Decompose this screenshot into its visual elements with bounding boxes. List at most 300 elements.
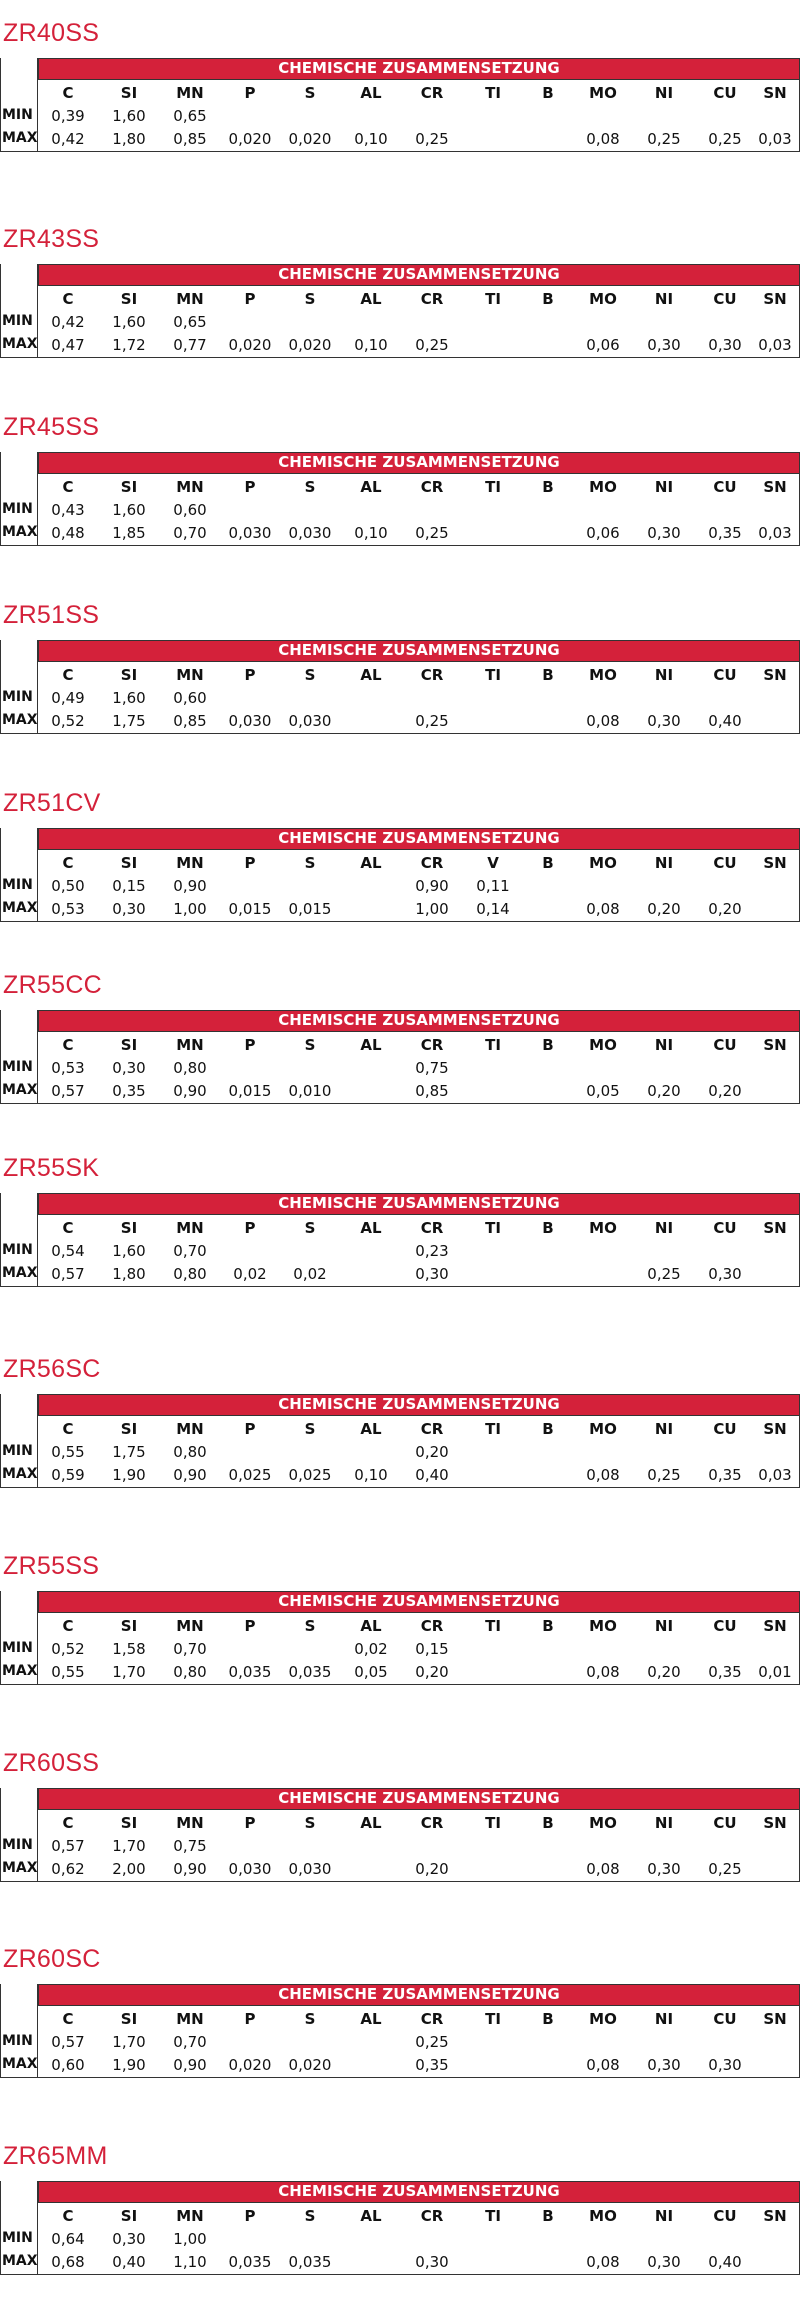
column-header: P bbox=[244, 290, 256, 308]
column-header: C bbox=[62, 1420, 74, 1438]
column-header: MO bbox=[589, 666, 617, 684]
material-title: ZR45SS bbox=[3, 413, 100, 441]
max-value: 0,90 bbox=[173, 2056, 207, 2074]
column-header: TI bbox=[485, 478, 501, 496]
composition-table bbox=[0, 2181, 800, 2275]
max-value: 0,10 bbox=[354, 524, 388, 542]
column-header: CU bbox=[713, 2010, 737, 2028]
min-value: 0,75 bbox=[415, 1059, 449, 1077]
column-header: TI bbox=[485, 1814, 501, 1832]
column-header: C bbox=[62, 478, 74, 496]
column-header: SN bbox=[763, 854, 787, 872]
column-header: P bbox=[244, 2010, 256, 2028]
max-value: 0,03 bbox=[758, 1466, 792, 1484]
column-header: CU bbox=[713, 84, 737, 102]
max-value: 0,10 bbox=[354, 336, 388, 354]
max-value: 0,77 bbox=[173, 336, 207, 354]
min-value: 0,55 bbox=[51, 1443, 85, 1461]
composition-table bbox=[0, 1193, 800, 1287]
column-header: SI bbox=[120, 84, 138, 102]
column-header: P bbox=[244, 1617, 256, 1635]
max-value: 0,08 bbox=[586, 900, 620, 918]
column-header: P bbox=[244, 1036, 256, 1054]
column-header: SN bbox=[763, 666, 787, 684]
max-value: 0,08 bbox=[586, 1860, 620, 1878]
max-value: 1,80 bbox=[112, 130, 146, 148]
column-header: SI bbox=[120, 1219, 138, 1237]
column-header: B bbox=[542, 1617, 554, 1635]
column-header: MO bbox=[589, 2207, 617, 2225]
column-header: MO bbox=[589, 1617, 617, 1635]
column-header: CR bbox=[420, 2010, 444, 2028]
table-header: CHEMISCHE ZUSAMMENSETZUNG bbox=[38, 1394, 800, 1416]
max-value: 0,62 bbox=[51, 1860, 85, 1878]
max-value: 0,30 bbox=[647, 2253, 681, 2271]
min-value: 0,39 bbox=[51, 107, 85, 125]
table-left-border bbox=[0, 1788, 1, 1881]
min-value: 0,70 bbox=[173, 1242, 207, 1260]
column-header: MN bbox=[176, 1219, 204, 1237]
column-header: NI bbox=[654, 1617, 674, 1635]
table-left-border bbox=[0, 1394, 1, 1487]
max-value: 0,02 bbox=[293, 1265, 327, 1283]
row-label-min: MIN bbox=[2, 313, 33, 329]
min-value: 0,23 bbox=[415, 1242, 449, 1260]
max-value: 1,72 bbox=[112, 336, 146, 354]
max-value: 0,25 bbox=[708, 1860, 742, 1878]
material-title: ZR56SC bbox=[3, 1355, 101, 1383]
row-label-max: MAX bbox=[2, 130, 38, 146]
max-value: 0,10 bbox=[354, 130, 388, 148]
column-header: MN bbox=[176, 2207, 204, 2225]
max-value: 0,10 bbox=[354, 1466, 388, 1484]
max-value: 1,75 bbox=[112, 712, 146, 730]
max-value: 0,20 bbox=[647, 1082, 681, 1100]
column-header: B bbox=[542, 1420, 554, 1438]
max-value: 0,57 bbox=[51, 1082, 85, 1100]
min-value: 0,42 bbox=[51, 313, 85, 331]
max-value: 0,30 bbox=[647, 2056, 681, 2074]
table-left-border bbox=[0, 1193, 1, 1286]
table-header: CHEMISCHE ZUSAMMENSETZUNG bbox=[38, 1010, 800, 1032]
row-label-min: MIN bbox=[2, 877, 33, 893]
max-value: 0,015 bbox=[228, 900, 272, 918]
column-header: B bbox=[542, 1814, 554, 1832]
column-header: MO bbox=[589, 1814, 617, 1832]
max-value: 0,035 bbox=[288, 1663, 332, 1681]
column-header: S bbox=[304, 666, 316, 684]
column-header: NI bbox=[654, 1219, 674, 1237]
min-value: 0,54 bbox=[51, 1242, 85, 1260]
min-value: 1,58 bbox=[112, 1640, 146, 1658]
column-header: AL bbox=[360, 290, 382, 308]
column-header: S bbox=[304, 1036, 316, 1054]
max-value: 2,00 bbox=[112, 1860, 146, 1878]
max-value: 0,25 bbox=[415, 524, 449, 542]
table-header: CHEMISCHE ZUSAMMENSETZUNG bbox=[38, 264, 800, 286]
column-header: MO bbox=[589, 1036, 617, 1054]
max-value: 0,30 bbox=[647, 336, 681, 354]
column-header: MN bbox=[176, 854, 204, 872]
min-value: 1,60 bbox=[112, 313, 146, 331]
column-header: SN bbox=[763, 1617, 787, 1635]
composition-table bbox=[0, 640, 800, 734]
column-header: NI bbox=[654, 1036, 674, 1054]
column-header: CR bbox=[420, 290, 444, 308]
column-header: CU bbox=[713, 1219, 737, 1237]
column-header: TI bbox=[485, 1219, 501, 1237]
table-header: CHEMISCHE ZUSAMMENSETZUNG bbox=[38, 58, 800, 80]
column-header: AL bbox=[360, 1814, 382, 1832]
max-value: 0,30 bbox=[112, 900, 146, 918]
column-header: NI bbox=[654, 84, 674, 102]
min-value: 0,65 bbox=[173, 313, 207, 331]
row-label-max: MAX bbox=[2, 524, 38, 540]
max-value: 0,020 bbox=[228, 2056, 272, 2074]
column-header: MO bbox=[589, 1420, 617, 1438]
column-header: MN bbox=[176, 290, 204, 308]
column-header: CU bbox=[713, 1420, 737, 1438]
min-value: 0,60 bbox=[173, 689, 207, 707]
column-header: SN bbox=[763, 2010, 787, 2028]
column-header: S bbox=[304, 1617, 316, 1635]
row-label-max: MAX bbox=[2, 1082, 38, 1098]
column-header: CR bbox=[420, 478, 444, 496]
max-value: 0,06 bbox=[586, 524, 620, 542]
max-value: 0,020 bbox=[288, 2056, 332, 2074]
max-value: 0,030 bbox=[288, 712, 332, 730]
max-value: 0,25 bbox=[415, 712, 449, 730]
column-header: B bbox=[542, 1036, 554, 1054]
column-header: SI bbox=[120, 1420, 138, 1438]
min-value: 1,60 bbox=[112, 689, 146, 707]
column-header: B bbox=[542, 854, 554, 872]
max-value: 0,08 bbox=[586, 712, 620, 730]
material-title: ZR43SS bbox=[3, 225, 100, 253]
min-value: 0,90 bbox=[173, 877, 207, 895]
column-header: CU bbox=[713, 1617, 737, 1635]
column-header: B bbox=[542, 84, 554, 102]
max-value: 0,59 bbox=[51, 1466, 85, 1484]
min-value: 0,30 bbox=[112, 1059, 146, 1077]
min-value: 0,49 bbox=[51, 689, 85, 707]
column-header: AL bbox=[360, 478, 382, 496]
max-value: 0,30 bbox=[647, 1860, 681, 1878]
max-value: 0,25 bbox=[415, 336, 449, 354]
max-value: 0,60 bbox=[51, 2056, 85, 2074]
row-label-max: MAX bbox=[2, 1466, 38, 1482]
max-value: 0,05 bbox=[354, 1663, 388, 1681]
column-header: SN bbox=[763, 290, 787, 308]
min-value: 1,75 bbox=[112, 1443, 146, 1461]
column-header: CU bbox=[713, 854, 737, 872]
row-label-min: MIN bbox=[2, 1059, 33, 1075]
column-header: P bbox=[244, 1814, 256, 1832]
max-value: 0,20 bbox=[415, 1663, 449, 1681]
column-header: B bbox=[542, 2010, 554, 2028]
max-value: 0,35 bbox=[708, 1663, 742, 1681]
column-header: S bbox=[304, 1814, 316, 1832]
column-header: MN bbox=[176, 478, 204, 496]
column-header: NI bbox=[654, 1420, 674, 1438]
column-header: CU bbox=[713, 478, 737, 496]
column-header: P bbox=[244, 1420, 256, 1438]
table-left-border bbox=[0, 1984, 1, 2077]
max-value: 0,40 bbox=[112, 2253, 146, 2271]
table-header: CHEMISCHE ZUSAMMENSETZUNG bbox=[38, 640, 800, 662]
column-header: CR bbox=[420, 84, 444, 102]
table-left-border bbox=[0, 264, 1, 357]
column-header: B bbox=[542, 1219, 554, 1237]
column-header: C bbox=[62, 290, 74, 308]
column-header: SI bbox=[120, 2207, 138, 2225]
min-value: 0,20 bbox=[415, 1443, 449, 1461]
max-value: 0,47 bbox=[51, 336, 85, 354]
table-left-border bbox=[0, 58, 1, 151]
column-header: B bbox=[542, 2207, 554, 2225]
composition-table bbox=[0, 1591, 800, 1685]
column-header: MO bbox=[589, 290, 617, 308]
row-label-min: MIN bbox=[2, 1242, 33, 1258]
max-value: 0,35 bbox=[415, 2056, 449, 2074]
max-value: 0,70 bbox=[173, 524, 207, 542]
max-value: 1,90 bbox=[112, 2056, 146, 2074]
min-value: 0,50 bbox=[51, 877, 85, 895]
column-header: NI bbox=[654, 478, 674, 496]
max-value: 0,25 bbox=[708, 130, 742, 148]
table-left-border bbox=[0, 640, 1, 733]
min-value: 0,80 bbox=[173, 1443, 207, 1461]
max-value: 0,025 bbox=[288, 1466, 332, 1484]
column-header: P bbox=[244, 2207, 256, 2225]
column-header: SI bbox=[120, 1617, 138, 1635]
max-value: 0,85 bbox=[173, 712, 207, 730]
min-value: 0,57 bbox=[51, 1837, 85, 1855]
max-value: 0,20 bbox=[708, 1082, 742, 1100]
column-header: TI bbox=[485, 666, 501, 684]
row-label-min: MIN bbox=[2, 1837, 33, 1853]
max-value: 0,035 bbox=[228, 1663, 272, 1681]
table-left-border bbox=[0, 2181, 1, 2274]
min-value: 1,60 bbox=[112, 107, 146, 125]
max-value: 0,015 bbox=[228, 1082, 272, 1100]
column-header: SN bbox=[763, 2207, 787, 2225]
composition-table bbox=[0, 1010, 800, 1104]
table-header: CHEMISCHE ZUSAMMENSETZUNG bbox=[38, 1788, 800, 1810]
column-header: C bbox=[62, 84, 74, 102]
column-header: SI bbox=[120, 666, 138, 684]
max-value: 1,85 bbox=[112, 524, 146, 542]
max-value: 0,30 bbox=[647, 524, 681, 542]
material-title: ZR40SS bbox=[3, 19, 100, 47]
row-label-max: MAX bbox=[2, 1265, 38, 1281]
max-value: 0,030 bbox=[228, 712, 272, 730]
max-value: 0,25 bbox=[647, 1466, 681, 1484]
column-header: C bbox=[62, 854, 74, 872]
column-header: TI bbox=[485, 2207, 501, 2225]
max-value: 0,05 bbox=[586, 1082, 620, 1100]
min-value: 1,60 bbox=[112, 1242, 146, 1260]
column-header: V bbox=[487, 854, 499, 872]
material-title: ZR55CC bbox=[3, 971, 103, 999]
column-header: S bbox=[304, 2010, 316, 2028]
max-value: 0,030 bbox=[288, 1860, 332, 1878]
column-header: MO bbox=[589, 478, 617, 496]
column-header: MN bbox=[176, 84, 204, 102]
min-value: 0,52 bbox=[51, 1640, 85, 1658]
min-value: 1,70 bbox=[112, 1837, 146, 1855]
max-value: 0,020 bbox=[228, 130, 272, 148]
composition-table bbox=[0, 264, 800, 358]
max-value: 0,03 bbox=[758, 336, 792, 354]
max-value: 0,90 bbox=[173, 1082, 207, 1100]
min-value: 0,57 bbox=[51, 2033, 85, 2051]
composition-table bbox=[0, 452, 800, 546]
max-value: 0,20 bbox=[708, 900, 742, 918]
min-value: 0,90 bbox=[415, 877, 449, 895]
max-value: 0,30 bbox=[415, 1265, 449, 1283]
column-header: B bbox=[542, 290, 554, 308]
max-value: 0,35 bbox=[112, 1082, 146, 1100]
column-header: NI bbox=[654, 2010, 674, 2028]
column-header: P bbox=[244, 854, 256, 872]
max-value: 0,030 bbox=[228, 1860, 272, 1878]
max-value: 1,70 bbox=[112, 1663, 146, 1681]
material-title: ZR60SS bbox=[3, 1749, 100, 1777]
column-header: S bbox=[304, 1420, 316, 1438]
table-header: CHEMISCHE ZUSAMMENSETZUNG bbox=[38, 1984, 800, 2006]
column-header: SN bbox=[763, 1036, 787, 1054]
max-value: 0,08 bbox=[586, 2056, 620, 2074]
column-header: CR bbox=[420, 1420, 444, 1438]
column-header: CU bbox=[713, 666, 737, 684]
column-header: TI bbox=[485, 2010, 501, 2028]
column-header: CR bbox=[420, 1036, 444, 1054]
column-header: CR bbox=[420, 666, 444, 684]
row-label-min: MIN bbox=[2, 2230, 33, 2246]
column-header: SI bbox=[120, 290, 138, 308]
min-value: 0,80 bbox=[173, 1059, 207, 1077]
max-value: 1,80 bbox=[112, 1265, 146, 1283]
min-value: 1,60 bbox=[112, 501, 146, 519]
column-header: CU bbox=[713, 1036, 737, 1054]
column-header: S bbox=[304, 2207, 316, 2225]
column-header: AL bbox=[360, 1036, 382, 1054]
max-value: 0,03 bbox=[758, 130, 792, 148]
min-value: 0,60 bbox=[173, 501, 207, 519]
column-header: MN bbox=[176, 1420, 204, 1438]
column-header: CR bbox=[420, 1219, 444, 1237]
max-value: 0,20 bbox=[647, 1663, 681, 1681]
max-value: 0,55 bbox=[51, 1663, 85, 1681]
column-header: TI bbox=[485, 1420, 501, 1438]
column-header: C bbox=[62, 2207, 74, 2225]
min-value: 1,00 bbox=[173, 2230, 207, 2248]
column-header: CR bbox=[420, 1617, 444, 1635]
column-header: MO bbox=[589, 1219, 617, 1237]
max-value: 1,00 bbox=[173, 900, 207, 918]
table-left-border bbox=[0, 452, 1, 545]
min-value: 0,15 bbox=[415, 1640, 449, 1658]
max-value: 0,48 bbox=[51, 524, 85, 542]
composition-table bbox=[0, 58, 800, 152]
column-header: SN bbox=[763, 1420, 787, 1438]
table-header: CHEMISCHE ZUSAMMENSETZUNG bbox=[38, 452, 800, 474]
column-header: C bbox=[62, 1036, 74, 1054]
row-label-min: MIN bbox=[2, 501, 33, 517]
composition-table bbox=[0, 1984, 800, 2078]
min-value: 1,70 bbox=[112, 2033, 146, 2051]
max-value: 0,35 bbox=[708, 1466, 742, 1484]
table-header: CHEMISCHE ZUSAMMENSETZUNG bbox=[38, 1591, 800, 1613]
min-value: 0,65 bbox=[173, 107, 207, 125]
max-value: 0,01 bbox=[758, 1663, 792, 1681]
column-header: C bbox=[62, 1814, 74, 1832]
column-header: AL bbox=[360, 1617, 382, 1635]
min-value: 0,75 bbox=[173, 1837, 207, 1855]
column-header: SI bbox=[120, 1814, 138, 1832]
column-header: AL bbox=[360, 1420, 382, 1438]
table-left-border bbox=[0, 1010, 1, 1103]
column-header: CU bbox=[713, 2207, 737, 2225]
column-header: NI bbox=[654, 1814, 674, 1832]
column-header: TI bbox=[485, 84, 501, 102]
min-value: 0,70 bbox=[173, 1640, 207, 1658]
column-header: P bbox=[244, 1219, 256, 1237]
column-header: B bbox=[542, 666, 554, 684]
column-header: CR bbox=[420, 1814, 444, 1832]
row-label-max: MAX bbox=[2, 712, 38, 728]
max-value: 0,42 bbox=[51, 130, 85, 148]
column-header: TI bbox=[485, 1036, 501, 1054]
composition-table bbox=[0, 828, 800, 922]
column-header: SI bbox=[120, 854, 138, 872]
row-label-min: MIN bbox=[2, 1640, 33, 1656]
row-label-max: MAX bbox=[2, 900, 38, 916]
max-value: 0,30 bbox=[415, 2253, 449, 2271]
table-header: CHEMISCHE ZUSAMMENSETZUNG bbox=[38, 1193, 800, 1215]
max-value: 0,57 bbox=[51, 1265, 85, 1283]
column-header: S bbox=[304, 1219, 316, 1237]
max-value: 0,40 bbox=[708, 2253, 742, 2271]
column-header: SI bbox=[120, 2010, 138, 2028]
column-header: MN bbox=[176, 1814, 204, 1832]
max-value: 0,14 bbox=[476, 900, 510, 918]
column-header: AL bbox=[360, 1219, 382, 1237]
max-value: 1,00 bbox=[415, 900, 449, 918]
column-header: S bbox=[304, 854, 316, 872]
table-header: CHEMISCHE ZUSAMMENSETZUNG bbox=[38, 2181, 800, 2203]
max-value: 0,030 bbox=[288, 524, 332, 542]
material-title: ZR60SC bbox=[3, 1945, 101, 1973]
material-title: ZR65MM bbox=[3, 2142, 108, 2170]
max-value: 0,06 bbox=[586, 336, 620, 354]
row-label-max: MAX bbox=[2, 1860, 38, 1876]
column-header: AL bbox=[360, 84, 382, 102]
min-value: 0,70 bbox=[173, 2033, 207, 2051]
max-value: 0,85 bbox=[415, 1082, 449, 1100]
min-value: 0,25 bbox=[415, 2033, 449, 2051]
max-value: 0,80 bbox=[173, 1265, 207, 1283]
composition-table bbox=[0, 1394, 800, 1488]
column-header: AL bbox=[360, 2010, 382, 2028]
column-header: P bbox=[244, 84, 256, 102]
composition-table bbox=[0, 1788, 800, 1882]
column-header: P bbox=[244, 478, 256, 496]
min-value: 0,43 bbox=[51, 501, 85, 519]
max-value: 0,85 bbox=[173, 130, 207, 148]
column-header: S bbox=[304, 84, 316, 102]
